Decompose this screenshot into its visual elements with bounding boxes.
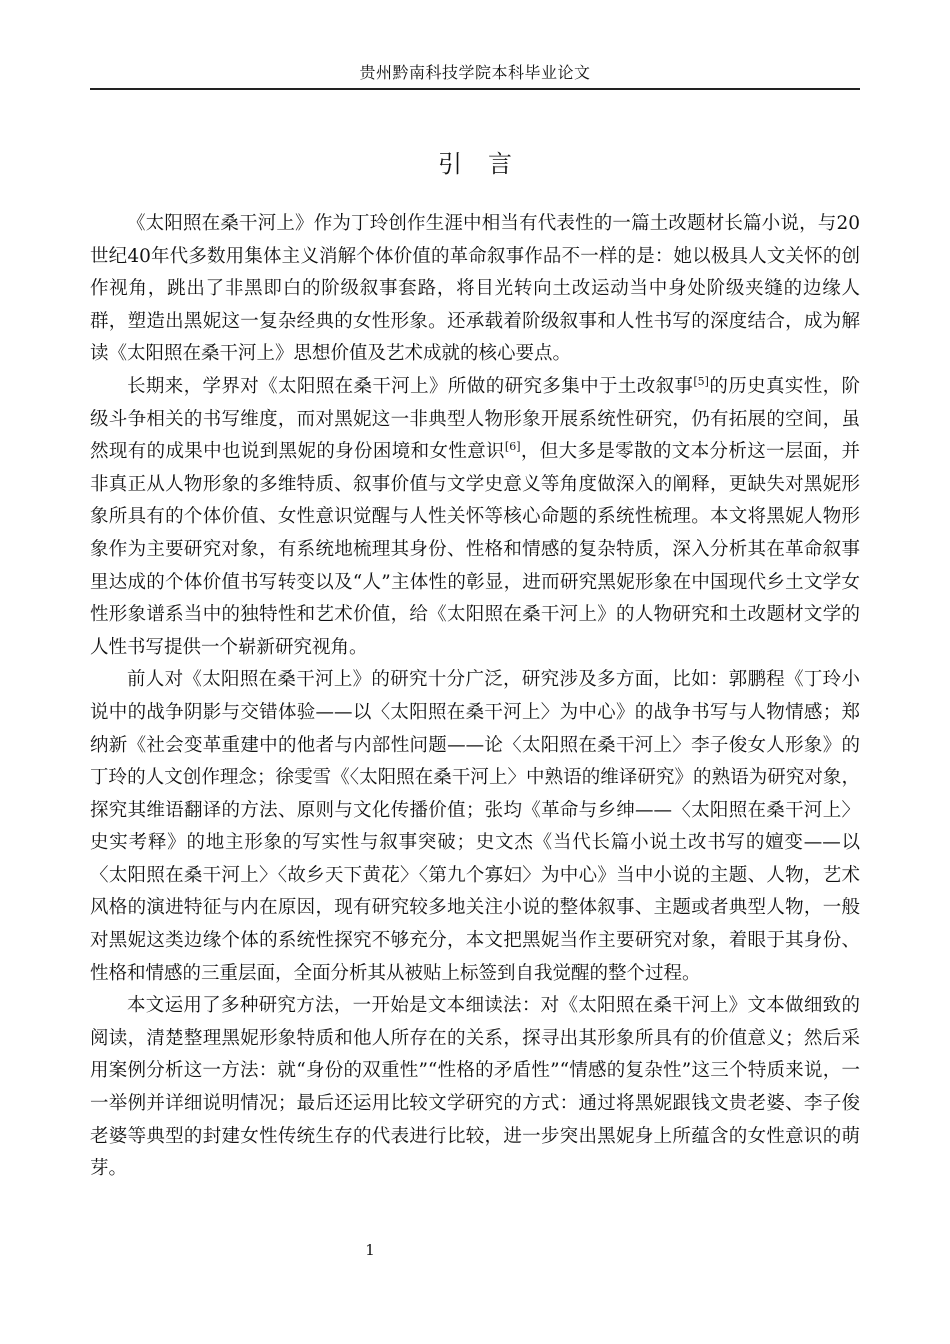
paragraph-2-text-b: 的历史真实性，阶级斗争相关的书写维度，而对黑妮这一非典型人物形象开展系统性研究，仍有拓展的空间，虽然现有的成果中也说到黑妮的身份困境和女性意识 [90,375,860,463]
paragraph-2-text-c: ，但大多是零散的文本分析这一层面，并非真正从人物形象的多维特质、叙事价值与文学史意义等角度做深入的阐释，更缺失对黑妮形象所具有的个体价值、女性意识觉醒与人性关怀等核心命题的系统性梳理。本文将黑妮人物形象作为主要研究对象，有系统地梳理其身份、性格和情感的复杂特质，深入分析其在革命叙事里达成的个体价值书写转变以及“人”主体性的彰显，进而研究黑妮形象在中国现代乡土文学女性形象谱系当中的独特性和艺术价值，给《太阳照在桑干河上》的人物研究和土改题材文学的人性书写提供一个崭新研究视角。 [90,441,860,658]
section-title: 引言 [438,150,538,178]
paragraph-1: 《太阳照在桑干河上》作为丁玲创作生涯中相当有代表性的一篇土改题材长篇小说，与20世纪40年代多数用集体主义消解个体价值的革命叙事作品不一样的是：她以极具人文关怀的创作视角，跳出了非黑即白的阶级叙事套路，将目光转向土改运动当中身处阶级夹缝的边缘人群，塑造出黑妮这一复杂经典的女性形象。还承载着阶级叙事和人性书写的深度结合，成为解读《太阳照在桑干河上》思想价值及艺术成就的核心要点。 [90,213,860,365]
body-text [90,208,860,1186]
header-rule [90,88,860,90]
page-number: 1 [365,1241,375,1259]
citation-ref: [5] [693,374,709,388]
citation-ref: [6] [504,440,521,453]
paragraph-4: 本文运用了多种研究方法，一开始是文本细读法：对《太阳照在桑干河上》文本做细致的阅读，清楚整理黑妮形象特质和他人所存在的关系，探寻出其形象所具有的价值意义；然后采用案例分析这一方法：就“身份的双重性”“性格的矛盾性”“情感的复杂性”这三个特质来说，一一举例并详细说明情况；最后还运用比较文学研究的方式：通过将黑妮跟钱文贵老婆、李子俊老婆等典型的封建女性传统生存的代表进行比较，进一步突出黑妮身上所蕴含的女性意识的萌芽。 [90,995,860,1180]
paragraph-2 [90,371,860,664]
running-header: 贵州黔南科技学院本科毕业论文 [359,63,591,82]
paragraph-2-text-a: 长期来，学界对《太阳照在桑干河上》所做的研究多集中于土改叙事 [127,375,694,397]
paragraph-3: 前人对《太阳照在桑干河上》的研究十分广泛，研究涉及多方面，比如：郭鹏程《丁玲小说中的战争阴影与交错体验——以〈太阳照在桑干河上〉为中心》的战争书写与人物情感；郑纳新《社会变革重建中的他者与内部性问题——论〈太阳照在桑干河上〉李子俊女人形象》的丁玲的人文创作理念；徐雯雪《〈太阳照在桑干河上〉中熟语的维译研究》的熟语为研究对象，探究其维语翻译的方法、原则与文化传播价值；张均《革命与乡绅——〈太阳照在桑干河上〉史实考释》的地主形象的写实性与叙事突破；史文杰《当代长篇小说土改书写的嬗变——以〈太阳照在桑干河上〉〈故乡天下黄花〉〈第九个寡妇〉为中心》当中小说的主题、人物，艺术风格的演进特征与内在原因，现有研究较多地关注小说的整体叙事、主题或者典型人物，一般对黑妮这类边缘个体的系统性探究不够充分，本文把黑妮当作主要研究对象，着眼于其身份、性格和情感的三重层面，全面分析其从被贴上标签到自我觉醒的整个过程。 [90,669,860,984]
